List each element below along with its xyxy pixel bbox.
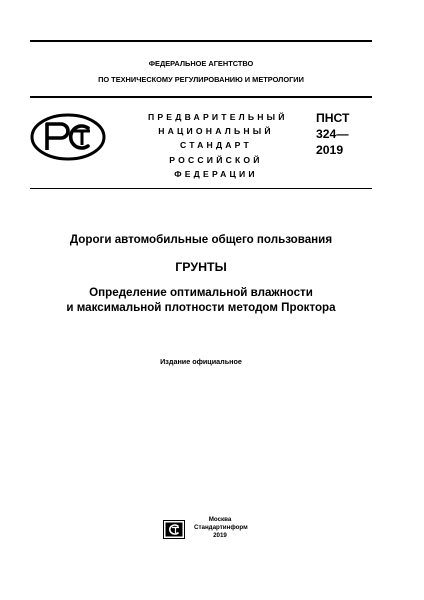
document-title-line1: Дороги автомобильные общего пользования [69,233,333,246]
publisher-city: Москва [208,516,232,523]
publisher-name: Стандартинформ [194,524,248,531]
standard-designation-line: 324— [316,127,349,141]
document-subtitle-line: и максимальной плотности методом Проктора [66,301,336,314]
agency-name-line1: ФЕДЕРАЛЬНОЕ АГЕНТСТВО [148,59,254,68]
standard-type-line: РОССИЙСКОЙ [169,154,263,165]
standartinform-logo-icon [163,520,185,539]
gost-r-certification-mark-icon [30,113,106,161]
section-rule [30,188,372,189]
standard-type-line: ПРЕДВАРИТЕЛЬНЫЙ [148,112,288,122]
standard-designation-line: 2019 [316,143,344,157]
document-subtitle [30,285,372,315]
standard-type [148,110,288,181]
publisher-info [194,516,246,540]
standard-designation [316,110,350,158]
top-rule [30,40,372,42]
header-rule [30,96,372,98]
standard-type-line: НАЦИОНАЛЬНЫЙ [158,126,274,137]
publisher-year: 2019 [213,532,227,539]
agency-name-line2: ПО ТЕХНИЧЕСКОМУ РЕГУЛИРОВАНИЮ И МЕТРОЛОГИИ [98,75,304,84]
document-subtitle-line: Определение оптимальной влажности [89,286,313,299]
standard-type-line: СТАНДАРТ [180,140,252,151]
edition-label: Издание официальное [160,357,242,366]
document-title-main: ГРУНТЫ [175,260,227,274]
standard-designation-line: ПНСТ [316,111,350,125]
standard-type-line: ФЕДЕРАЦИИ [174,168,258,179]
